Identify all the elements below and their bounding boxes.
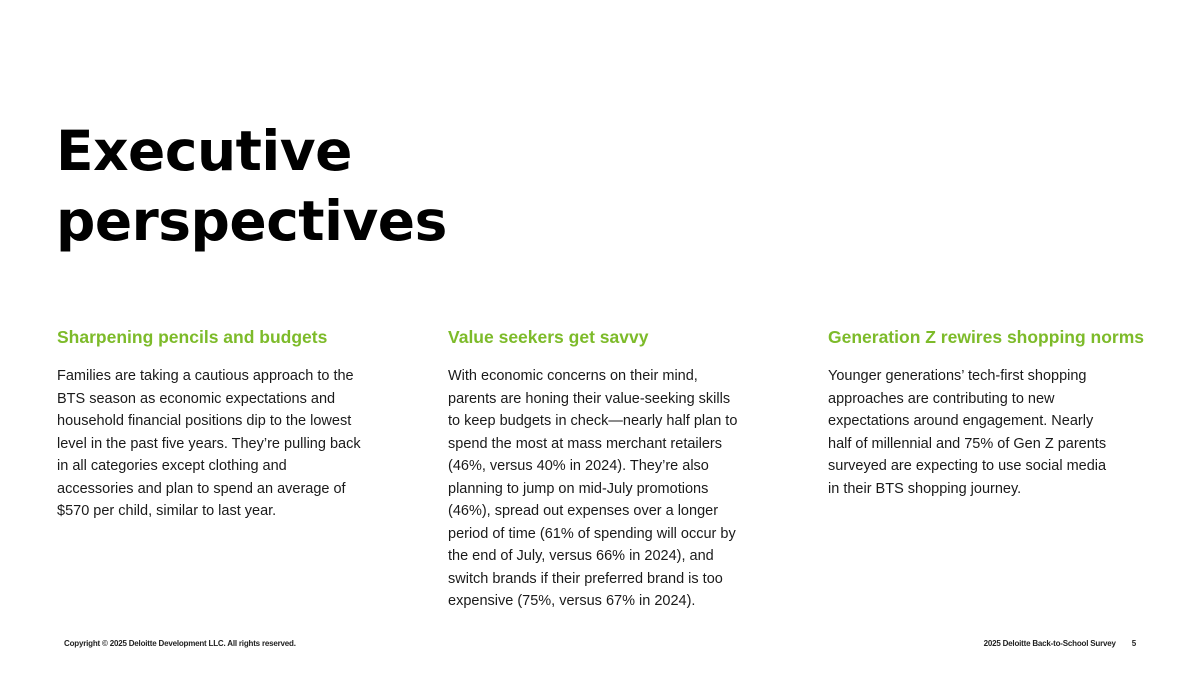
footer-copyright: Copyright © 2025 Deloitte Development LLC. All rights reserved.	[64, 639, 296, 648]
body-line: Families are taking a cautious approach to the	[57, 368, 354, 384]
footer-report-name: 2025 Deloitte Back-to-School Survey	[983, 639, 1116, 648]
section-heading: Generation Z rewires shopping norms	[828, 327, 1145, 347]
body-line: in their BTS shopping journey.	[828, 480, 1022, 497]
section-generation-z	[828, 326, 1178, 500]
page-number: 5	[1131, 639, 1136, 648]
footer-right	[984, 639, 1136, 649]
page-title-line-1: Executive	[56, 119, 352, 183]
body-line: approaches are contributing to new	[828, 390, 1055, 407]
body-line: Younger generations’ tech-first shopping	[828, 368, 1087, 384]
body-line: parents are honing their value-seeking skills	[448, 390, 731, 407]
page-title-line-2: perspectives	[56, 189, 447, 253]
section-heading: Sharpening pencils and budgets	[57, 327, 328, 347]
section-body	[828, 365, 1178, 500]
page-title	[56, 116, 447, 256]
section-body	[57, 365, 407, 523]
section-body	[448, 365, 798, 613]
body-line: (46%, versus 40% in 2024). They’re also	[448, 458, 709, 474]
body-line: half of millennial and 75% of Gen Z parents	[828, 435, 1107, 452]
body-line: BTS season as economic expectations and	[57, 390, 336, 407]
body-line: period of time (61% of spending will occur by	[448, 525, 736, 542]
section-sharpening-pencils	[57, 326, 407, 523]
body-line: switch brands if their preferred brand is too	[448, 570, 723, 587]
body-line: expensive (75%, versus 67% in 2024).	[448, 593, 696, 609]
body-line: level in the past five years. They’re pulling back	[57, 435, 361, 452]
section-heading: Value seekers get savvy	[448, 327, 649, 347]
body-line: With economic concerns on their mind,	[448, 368, 698, 384]
section-value-seekers	[448, 326, 798, 613]
body-line: household financial positions dip to the lowest	[57, 413, 352, 429]
body-line: to keep budgets in check—nearly half plan to	[448, 413, 738, 429]
body-line: the end of July, versus 66% in 2024), and	[448, 548, 714, 564]
body-line: $570 per child, similar to last year.	[57, 503, 277, 519]
body-line: spend the most at mass merchant retailers	[448, 435, 723, 452]
body-line: (46%), spread out expenses over a longer	[448, 503, 719, 519]
body-line: planning to jump on mid-July promotions	[448, 480, 709, 497]
body-line: in all categories except clothing and	[57, 458, 287, 474]
body-line: surveyed are expecting to use social media	[828, 458, 1107, 474]
body-line: accessories and plan to spend an average of	[57, 480, 346, 497]
body-line: expectations around engagement. Nearly	[828, 413, 1094, 429]
